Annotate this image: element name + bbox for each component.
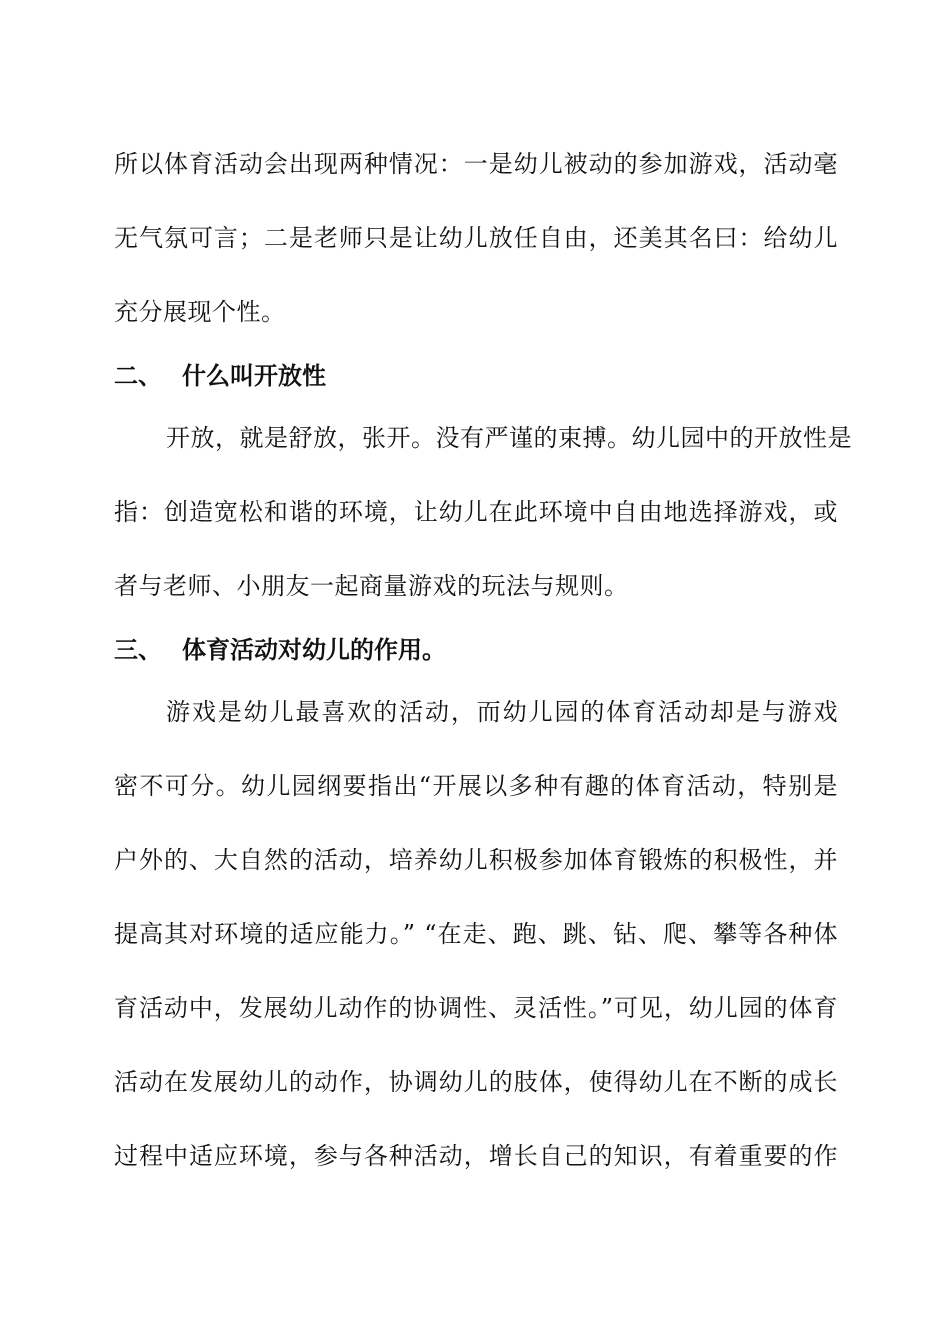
section3-line-7: 过程中适应环境，参与各种活动，增长自己的知识，有着重要的作	[114, 1142, 838, 1170]
section-title-2: 什么叫开放性	[182, 362, 326, 390]
section-number-3: 三、	[114, 636, 162, 664]
intro-line-3: 充分展现个性。	[114, 298, 286, 326]
intro-line-1: 所以体育活动会出现两种情况：一是幼儿被动的参加游戏，活动毫	[114, 150, 838, 178]
section2-line-2: 指：创造宽松和谐的环境，让幼儿在此环境中自由地选择游戏，或	[114, 498, 838, 526]
section2-line-1: 开放，就是舒放，张开。没有严谨的束搏。幼儿园中的开放性是	[166, 424, 852, 452]
section3-line-4: 提高其对环境的适应能力。” “在走、跑、跳、钻、爬、攀等各种体	[114, 920, 838, 948]
intro-line-2: 无气氛可言；二是老师只是让幼儿放任自由，还美其名曰：给幼儿	[114, 224, 838, 252]
section-heading-2	[114, 360, 326, 392]
section-title-3: 体育活动对幼儿的作用。	[182, 636, 446, 664]
section3-line-1: 游戏是幼儿最喜欢的活动，而幼儿园的体育活动却是与游戏	[166, 698, 838, 726]
section3-line-6: 活动在发展幼儿的动作，协调幼儿的肢体，使得幼儿在不断的成长	[114, 1068, 838, 1096]
section3-line-2: 密不可分。幼儿园纲要指出“开展以多种有趣的体育活动，特别是	[114, 772, 838, 800]
section-heading-3	[114, 634, 446, 666]
section3-line-3: 户外的、大自然的活动，培养幼儿积极参加体育锻炼的积极性，并	[114, 846, 838, 874]
section-number-2: 二、	[114, 362, 162, 390]
section3-line-5: 育活动中，发展幼儿动作的协调性、灵活性。”可见，幼儿园的体育	[114, 994, 838, 1022]
section2-line-3: 者与老师、小朋友一起商量游戏的玩法与规则。	[114, 572, 629, 600]
